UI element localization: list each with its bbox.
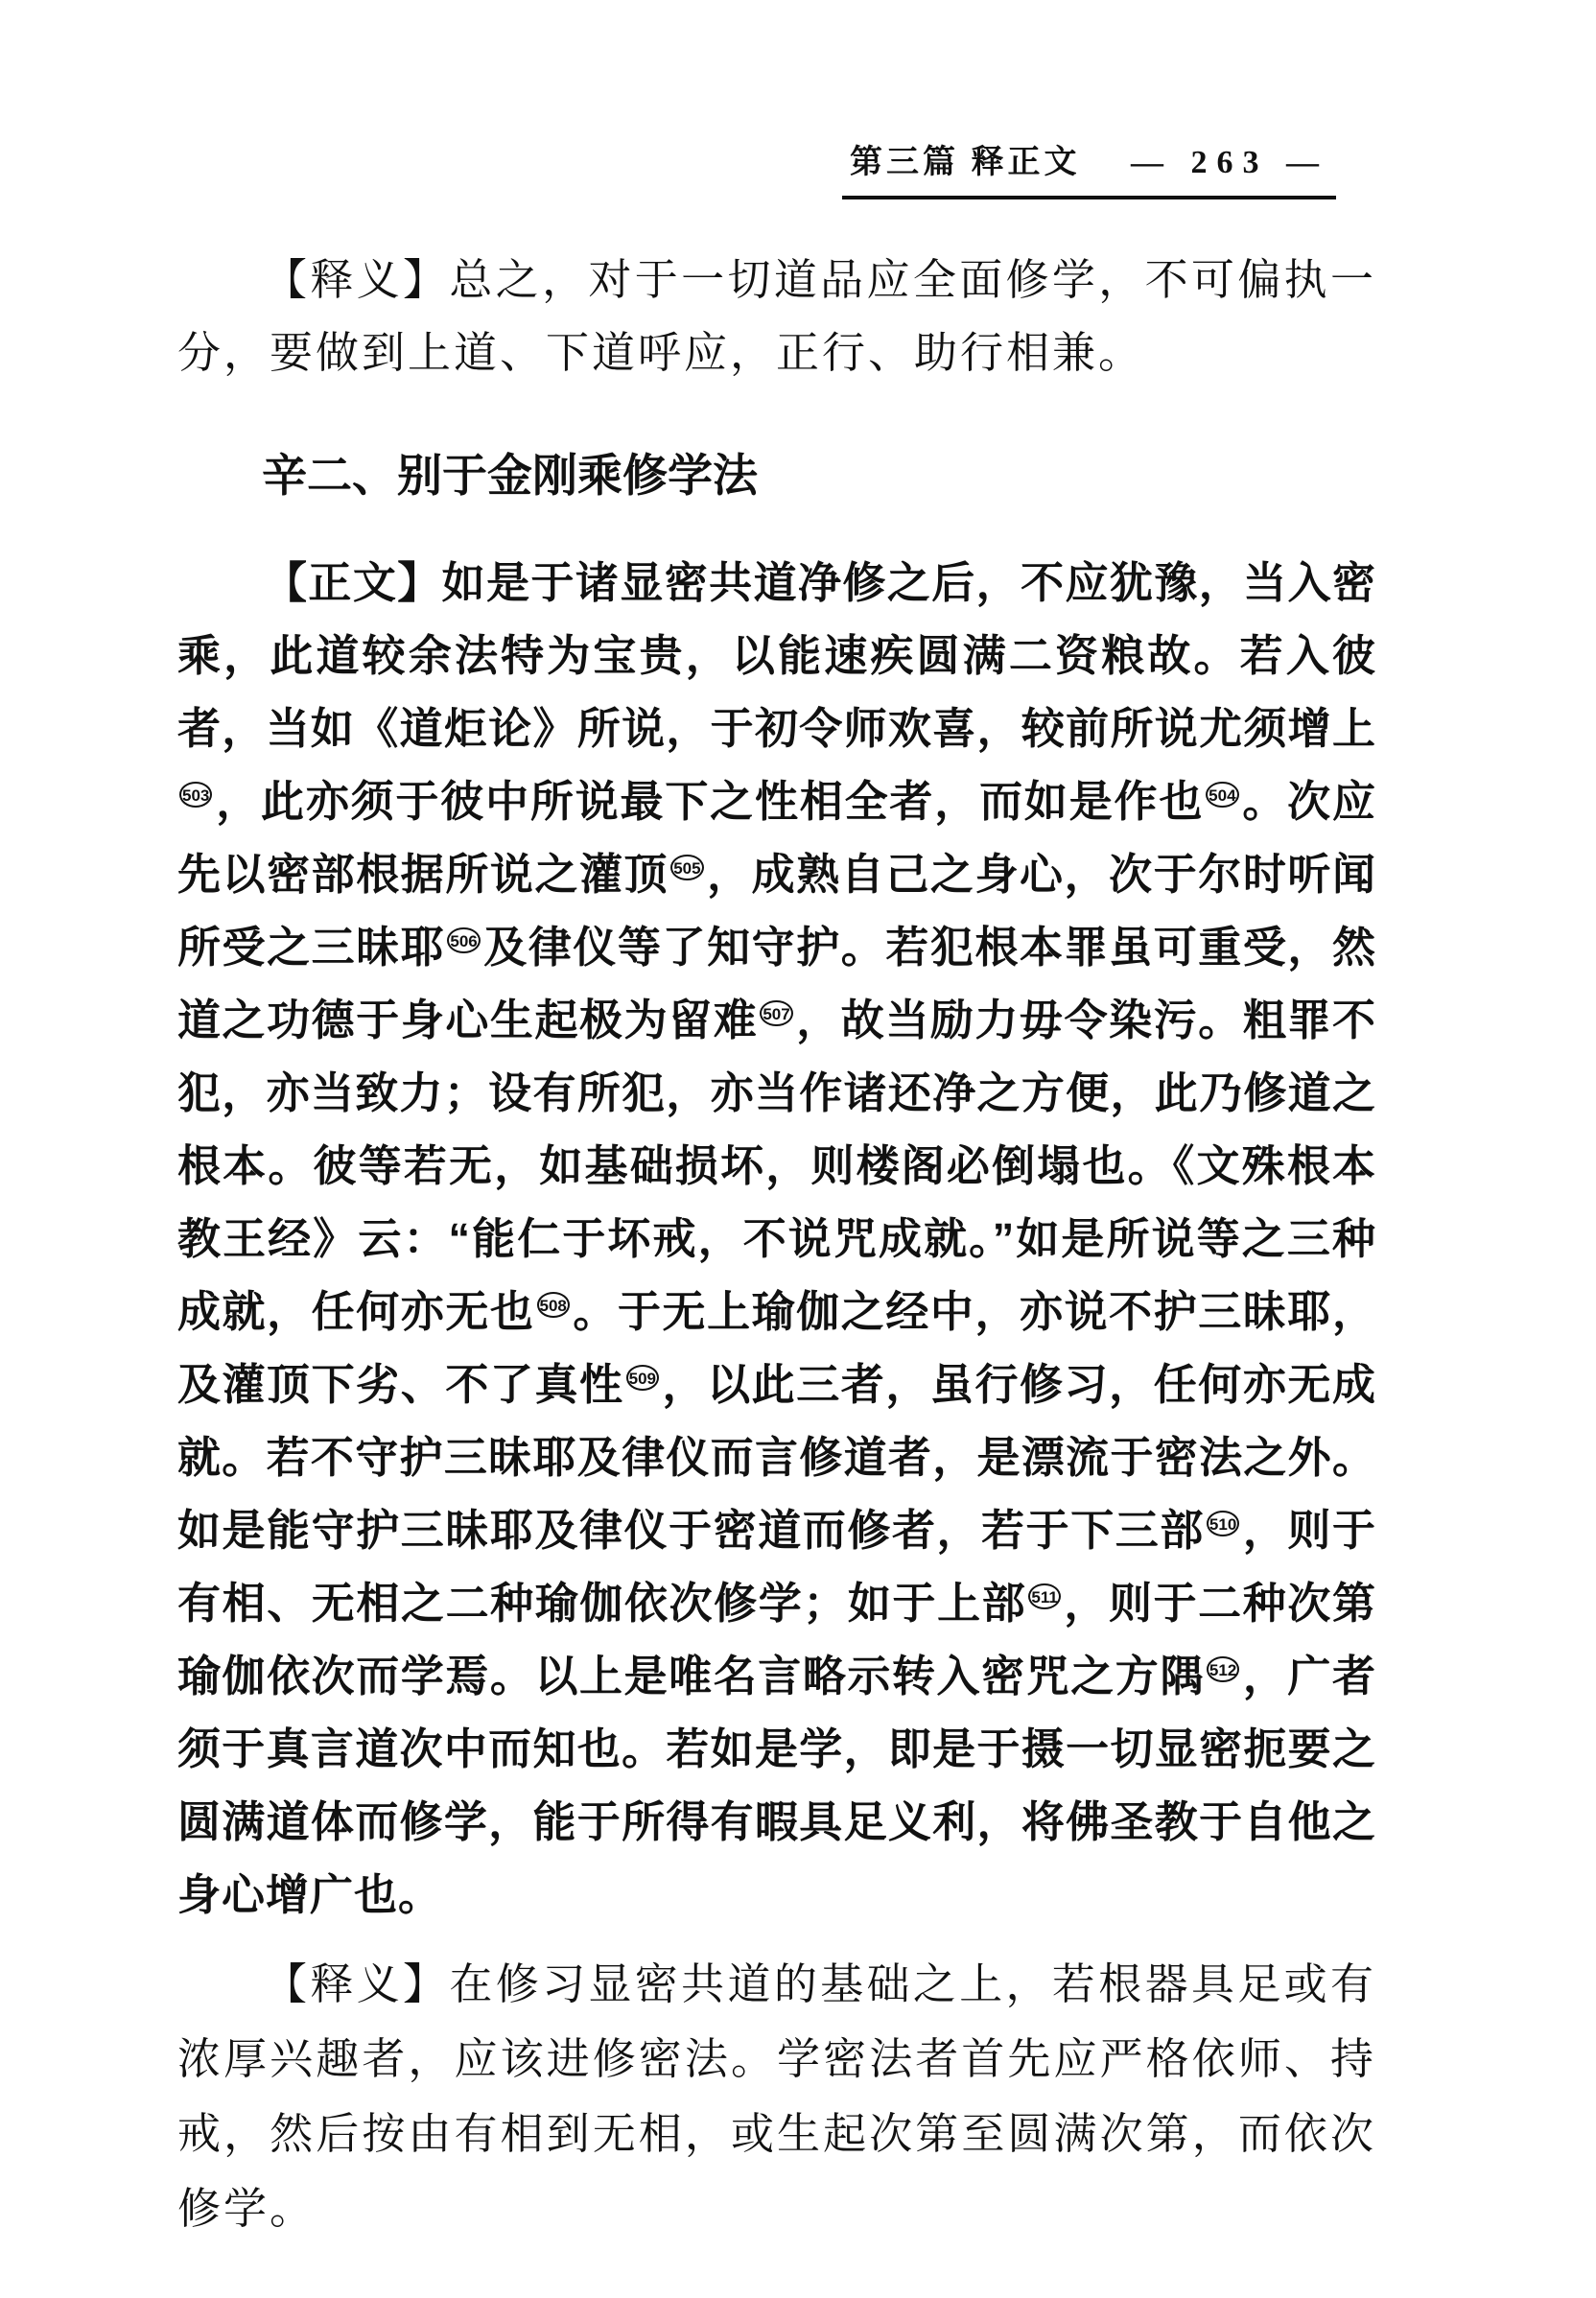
section-heading: 辛二、别于金刚乘修学法: [262, 450, 758, 501]
footnote-marker: 511: [1028, 1583, 1060, 1609]
running-header-page-number: — 263 —: [1131, 145, 1328, 180]
running-header: [177, 0, 1376, 199]
footnote-marker: 510: [1207, 1511, 1239, 1536]
paragraph-shiyi-intro: 【释义】总之，对于一切道品应全面修学，不可偏执一分，要做到上道、下道呼应，正行、助行相兼。: [177, 256, 1376, 377]
footnote-marker: 506: [447, 927, 480, 953]
footnote-marker: 504: [1206, 782, 1238, 808]
running-header-rule: [842, 142, 1336, 199]
footnote-marker: 508: [537, 1292, 570, 1318]
footnote-marker: 503: [179, 782, 212, 808]
footnote-marker: 509: [626, 1365, 659, 1391]
paragraph-shiyi-closing: 【释义】在修习显密共道的基础之上，若根器具足或有浓厚兴趣者，应该进修密法。学密法者首先应严格依师、持戒，然后按由有相到无相，或生起次第至圆满次第，而依次修学。: [177, 1960, 1376, 2233]
footnote-marker: 507: [760, 1000, 792, 1026]
paragraph-zhengwen: 【正文】如是于诸显密共道净修之后，不应犹豫，当入密乘，此道较余法特为宝贵，以能速疾圆满二资粮故。若入彼者，当如《道炬论》所说，于初令师欢喜，较前所说尤须增上503 ，此亦须于彼中所说最下之性相全者，而如是作也 504 。次应先以密部根据所说之灌顶 505 ，成熟自己之身心，次于尔时听闻所受之三昧耶 506 及律仪等了知守护。若犯根本罪虽可重受，然道之功德于身心生起极为留难 507 ，故当励力毋令染污。粗罪不犯，亦当致力；设有所犯，亦当作诸还净之方便，此乃修道之根本。彼等若无，如基础损坏，则楼阁必倒塌也。《文殊根本教王经》云：“能仁于坏戒，不说咒成就。”如是所说等之三种成就，任何亦无也 508 。于无上瑜伽之经中，亦说不护三昧耶，及灌顶下劣、不了真性 509 ，以此三者，虽行修习，任何亦无成就。若不守护三昧耶及律仪而言修道者，是漂流于密法之外。如是能守护三昧耶及律仪于密道而修者，若于下三部 510 ，则于有相、无相之二种瑜伽依次修学；如于上部 511 ，则于二种次第瑜伽依次而学焉。以上是唯名言略示转入密咒之方隅 512 ，广者须于真言道次中而知也。若如是学，即是于摄一切显密扼要之圆满道体而修学，能于所得有暇具足义利，将佛圣教于自他之身心增广也。: [177, 558, 1376, 1919]
running-header-chapter-title: 第三篇 释正文: [850, 145, 1081, 180]
footnote-marker: 512: [1207, 1656, 1239, 1682]
footnote-marker: 505: [670, 855, 703, 880]
